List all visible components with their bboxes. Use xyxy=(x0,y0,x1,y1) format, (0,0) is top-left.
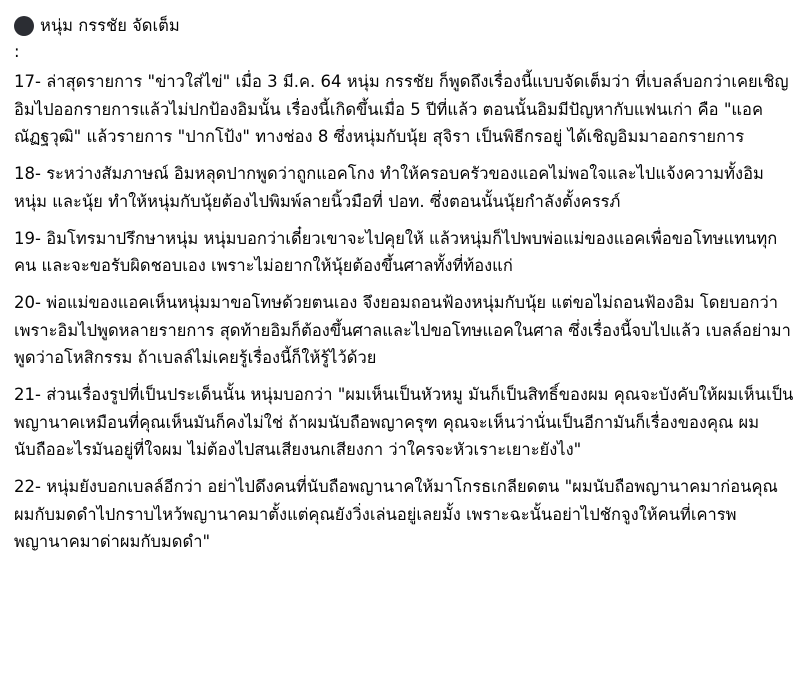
separator-colon: : xyxy=(14,42,20,61)
post-body xyxy=(14,12,794,556)
paragraph-20: 20- พ่อแม่ของแอคเห็นหนุ่มมาขอโทษด้วยตนเอง จึงยอมถอนฟ้องหนุ่มกับนุ้ย แต่ขอไม่ถอนฟ้องอิม โดยบอกว่าเพราะอิมไปพูดหลายรายการ สุดท้ายอิมก็ต้องขึ้นศาลและไปขอโทษแอคในศาล ซึ่งเรื่องนี้จบไปแล้ว เบลล์อย่ามาพูดว่าอโหสิกรรม ถ้าเบลล์ไม่เคยรู้เรื่องนี้ก็ให้รู้ไว้ด้วย xyxy=(14,293,791,367)
post-header xyxy=(14,12,794,40)
post-title: หนุ่ม กรรชัย จัดเต็ม xyxy=(40,16,180,35)
black-circle-icon xyxy=(14,16,34,36)
paragraph-21: 21- ส่วนเรื่องรูปที่เป็นประเด็นนั้น หนุ่มบอกว่า "ผมเห็นเป็นหัวหมู มันก็เป็นสิทธิ์ของผม คุณจะบังคับให้ผมเห็นเป็นพญานาคเหมือนที่คุณเห็นมันก็คงไม่ใช่ ถ้าผมนับถือพญาครุฑ คุณจะเห็นว่านั่นเป็นอีกามันก็เรื่องของคุณ ผมนับถืออะไรมันอยู่ที่ใจผม ไม่ต้องไปสนเสียงนกเสียงกา ว่าใครจะหัวเราะเยาะยังไง" xyxy=(14,385,794,459)
paragraph-22: 22- หนุ่มยังบอกเบลล์อีกว่า อย่าไปดึงคนที่นับถือพญานาคให้มาโกรธเกลียดตน "ผมนับถือพญานาคมาก่อนคุณ ผมกับมดดำไปกราบไหว้พญานาคมาตั้งแต่คุณยังวิ่งเล่นอยู่เลยมั้ง เพราะฉะนั้นอย่าไปชักจูงให้คนที่เคารพพญานาคมาด่าผมกับมดดำ" xyxy=(14,477,778,551)
paragraph-19: 19- อิมโทรมาปรึกษาหนุ่ม หนุ่มบอกว่าเดี๋ยวเขาจะไปคุยให้ แล้วหนุ่มก็ไปพบพ่อแม่ของแอคเพื่อขอโทษแทนทุกคน และจะขอรับผิดชอบเอง เพราะไม่อยากให้นุ้ยต้องขึ้นศาลทั้งที่ท้องแก่ xyxy=(14,228,778,275)
paragraph-18: 18- ระหว่างสัมภาษณ์ อิมหลุดปากพูดว่าถูกแอคโกง ทำให้ครอบครัวของแอคไม่พอใจและไปแจ้งความทั้งอิม หนุ่ม และนุ้ย ทำให้หนุ่มกับนุ้ยต้องไปพิมพ์ลายนิ้วมือที่ ปอท. ซึ่งตอนนั้นนุ้ยกำลังตั้งครรภ์ xyxy=(14,164,764,211)
paragraph-17: 17- ล่าสุดรายการ "ข่าวใส่ไข่" เมื่อ 3 มี.ค. 64 หนุ่ม กรรชัย ก็พูดถึงเรื่องนี้แบบจัดเต็มว่า ที่เบลล์บอกว่าเคยเชิญอิมไปออกรายการแล้วไม่ปกป้องอิมนั้น เรื่องนี้เกิดขึ้นเมื่อ 5 ปีที่แล้ว ตอนนั้นอิมมีปัญหากับแฟนเก่า คือ "แอค ณัฏฐวุฒิ" แล้วรายการ "ปากโป้ง" ทางช่อง 8 ซึ่งหนุ่มกับนุ้ย สุจิรา เป็นพิธีกรอยู่ ได้เชิญอิมมาออกรายการ xyxy=(14,72,789,146)
